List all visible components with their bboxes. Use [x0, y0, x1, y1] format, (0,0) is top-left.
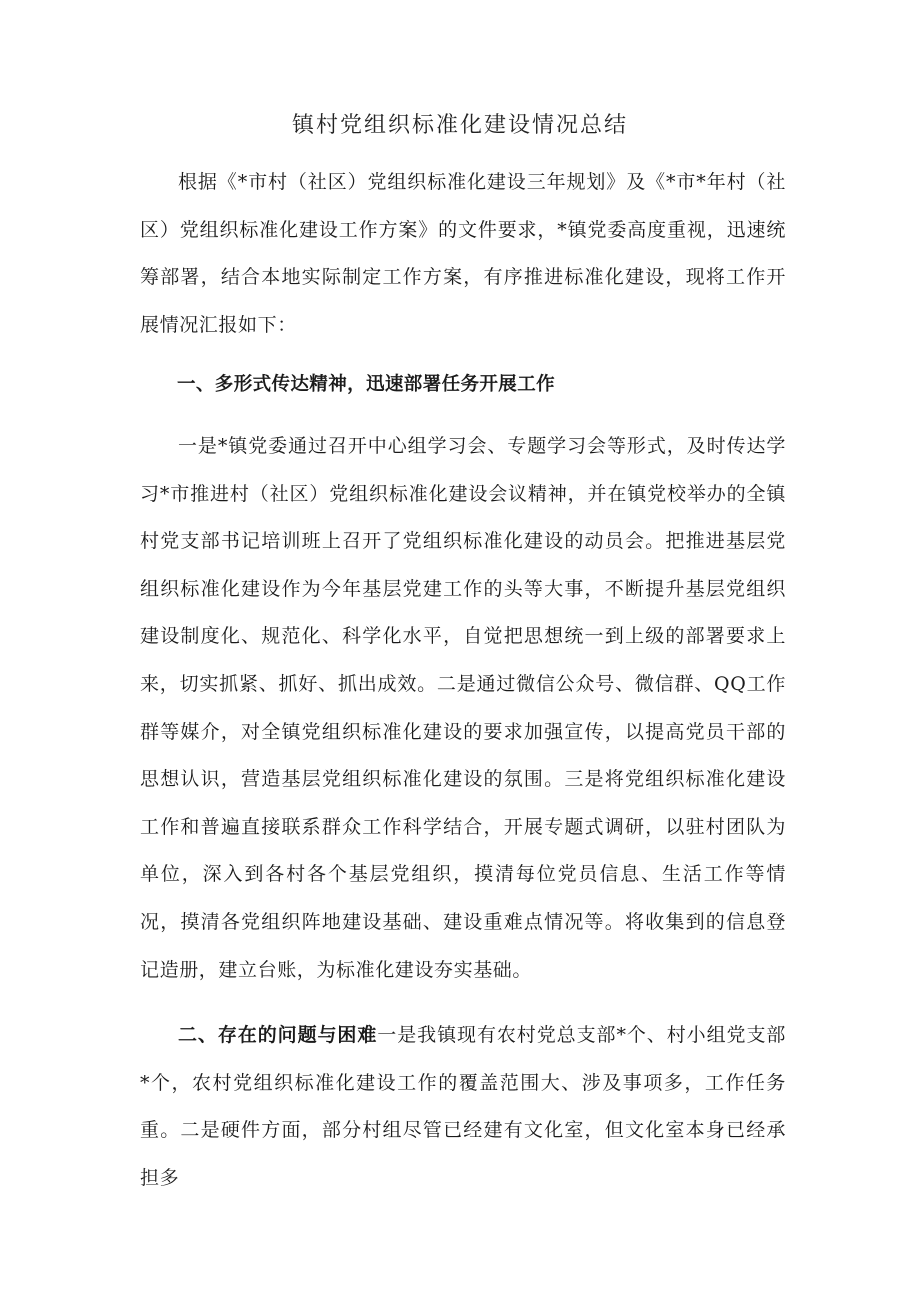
- intro-paragraph: 根据《*市村（社区）党组织标准化建设三年规划》及《*市*年村（社区）党组织标准化建设工作方案》的文件要求，*镇党委高度重视，迅速统筹部署，结合本地实际制定工作方案，有序推进标准化建设，现将工作开展情况汇报如下：: [140, 171, 786, 336]
- document-body: [140, 159, 786, 1202]
- section-2-body: 一是我镇现有农村党总支部*个、村小组党支部*个，农村党组织标准化建设工作的覆盖范围大、涉及事项多，工作任务重。二是硬件方面，部分村组尽管已经建有文化室，但文化室本身已经承担多: [140, 1024, 786, 1189]
- section-2-paragraph: [140, 1012, 786, 1202]
- section-2-heading: 二、存在的问题与困难: [178, 1024, 378, 1047]
- section-1-paragraph: 一是*镇党委通过召开中心组学习会、专题学习会等形式，及时传达学习*市推进村（社区）党组织标准化建设会议精神，并在镇党校举办的全镇村党支部书记培训班上召开了党组织标准化建设的动员会。把推进基层党组织标准化建设作为今年基层党建工作的头等大事，不断提升基层党组织建设制度化、规范化、科学化水平，自觉把思想统一到上级的部署要求上来，切实抓紧、抓好、抓出成效。二是通过微信公众号、微信群、QQ工作群等媒介，对全镇党组织标准化建设的要求加强宣传，以提高党员干部的思想认识，营造基层党组织标准化建设的氛围。三是将党组织标准化建设工作和普遍直接联系群众工作科学结合，开展专题式调研，以驻村团队为单位，深入到各村各个基层党组织，摸清每位党员信息、生活工作等情况，摸清各党组织阵地建设基础、建设重难点情况等。将收集到的信息登记造册，建立台账，为标准化建设夯实基础。: [140, 434, 786, 981]
- section-1-heading: 一、多形式传达精神，迅速部署任务开展工作: [177, 374, 556, 396]
- document-title: 镇村党组织标准化建设情况总结: [291, 113, 628, 138]
